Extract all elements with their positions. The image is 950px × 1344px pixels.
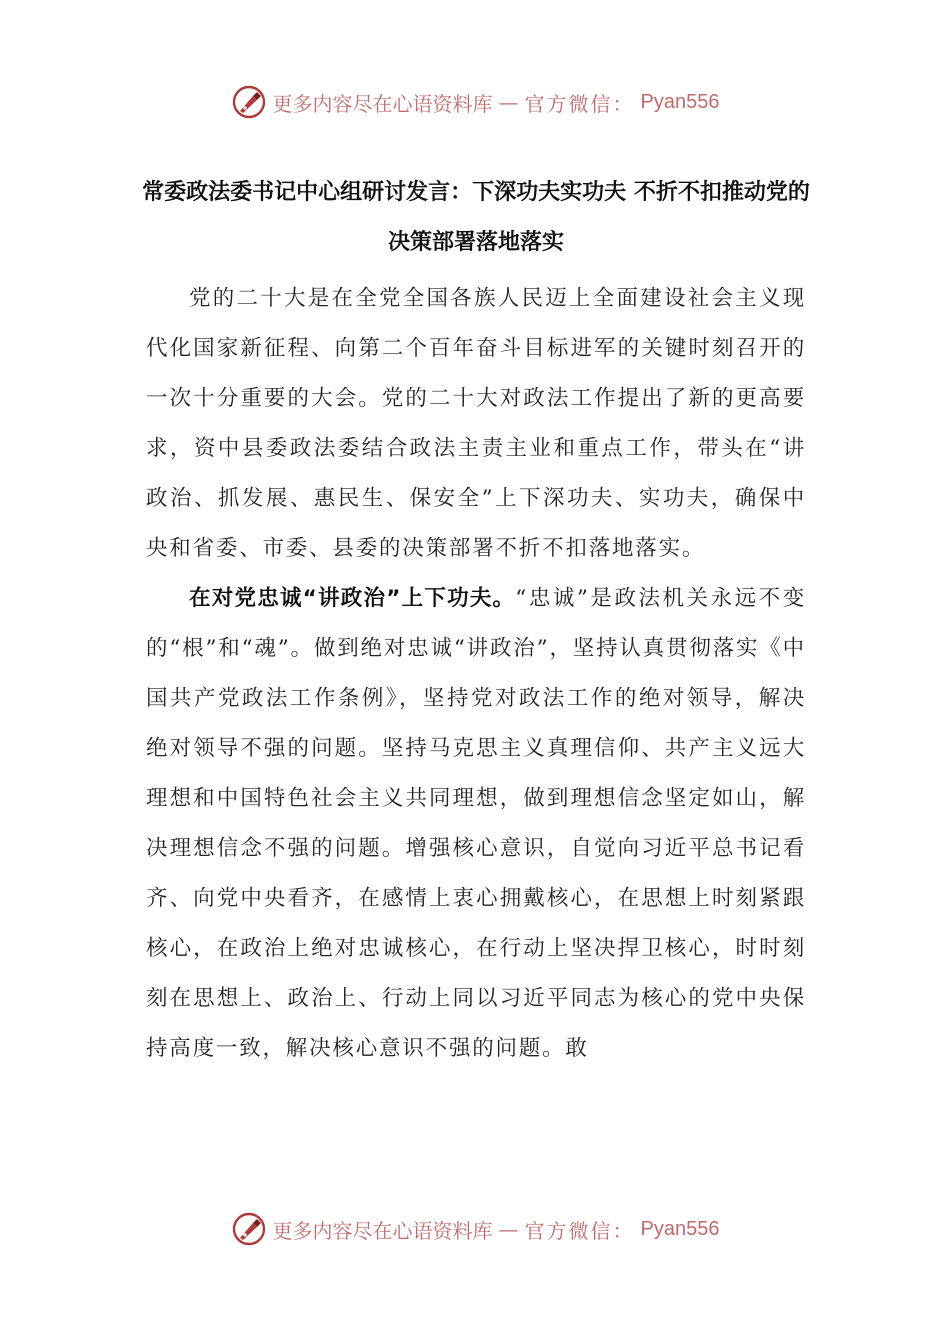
document-title: 常委政法委书记中心组研讨发言：下深功夫实功夫 不折不扣推动党的决策部署落地落实 bbox=[142, 180, 810, 255]
paragraph-intro bbox=[146, 274, 806, 574]
pen-nib-icon bbox=[231, 84, 267, 120]
banner-separator: — bbox=[498, 90, 519, 114]
header-banner bbox=[0, 80, 950, 124]
banner-site-text: 更多内容尽在心语资料库 bbox=[272, 91, 493, 116]
banner-wechat-label: 官方微信： bbox=[524, 1218, 635, 1243]
pen-nib-icon bbox=[231, 1211, 267, 1247]
paragraph-lead: 在对党忠诚“讲政治”上下功夫。 bbox=[189, 586, 516, 611]
document-body bbox=[142, 168, 810, 1074]
banner-separator: — bbox=[498, 1217, 519, 1241]
paragraph-text: 党的二十大是在全党全国各族人民迈上全面建设社会主义现代化国家新征程、向第二个百年奋斗目标进军的关键时刻召开的一次十分重要的大会。党的二十大对政法工作提出了新的更高要求，资中县委政法委结合政法主责主业和重点工作，带头在“讲政治、抓发展、惠民生、保安全”上下深功夫、实功夫，确保中央和省委、市委、县委的决策部署不折不扣落地落实。 bbox=[146, 286, 806, 561]
paragraph-text: “忠诚”是政法机关永远不变的“根”和“魂”。做到绝对忠诚“讲政治”，坚持认真贯彻落实《中国共产党政法工作条例》，坚持党对政法工作的绝对领导，解决绝对领导不强的问题。坚持马克思主义真理信仰、共产主义远大理想和中国特色社会主义共同理想，做到理想信念坚定如山，解决理想信念不强的问题。增强核心意识，自觉向习近平总书记看齐、向党中央看齐，在感情上衷心拥戴核心，在思想上时刻紧跟核心，在政治上绝对忠诚核心，在行动上坚决捍卫核心，时时刻刻在思想上、政治上、行动上同以习近平同志为核心的党中央保持高度一致，解决核心意识不强的问题。敢 bbox=[146, 586, 807, 1061]
banner-wechat-id: Pyan556 bbox=[640, 90, 720, 113]
footer-banner bbox=[0, 1207, 950, 1251]
banner-site-text: 更多内容尽在心语资料库 bbox=[272, 1218, 493, 1243]
banner-wechat-id: Pyan556 bbox=[640, 1217, 720, 1240]
banner-wechat-label: 官方微信： bbox=[524, 91, 635, 116]
paragraph-loyalty bbox=[146, 574, 806, 1074]
